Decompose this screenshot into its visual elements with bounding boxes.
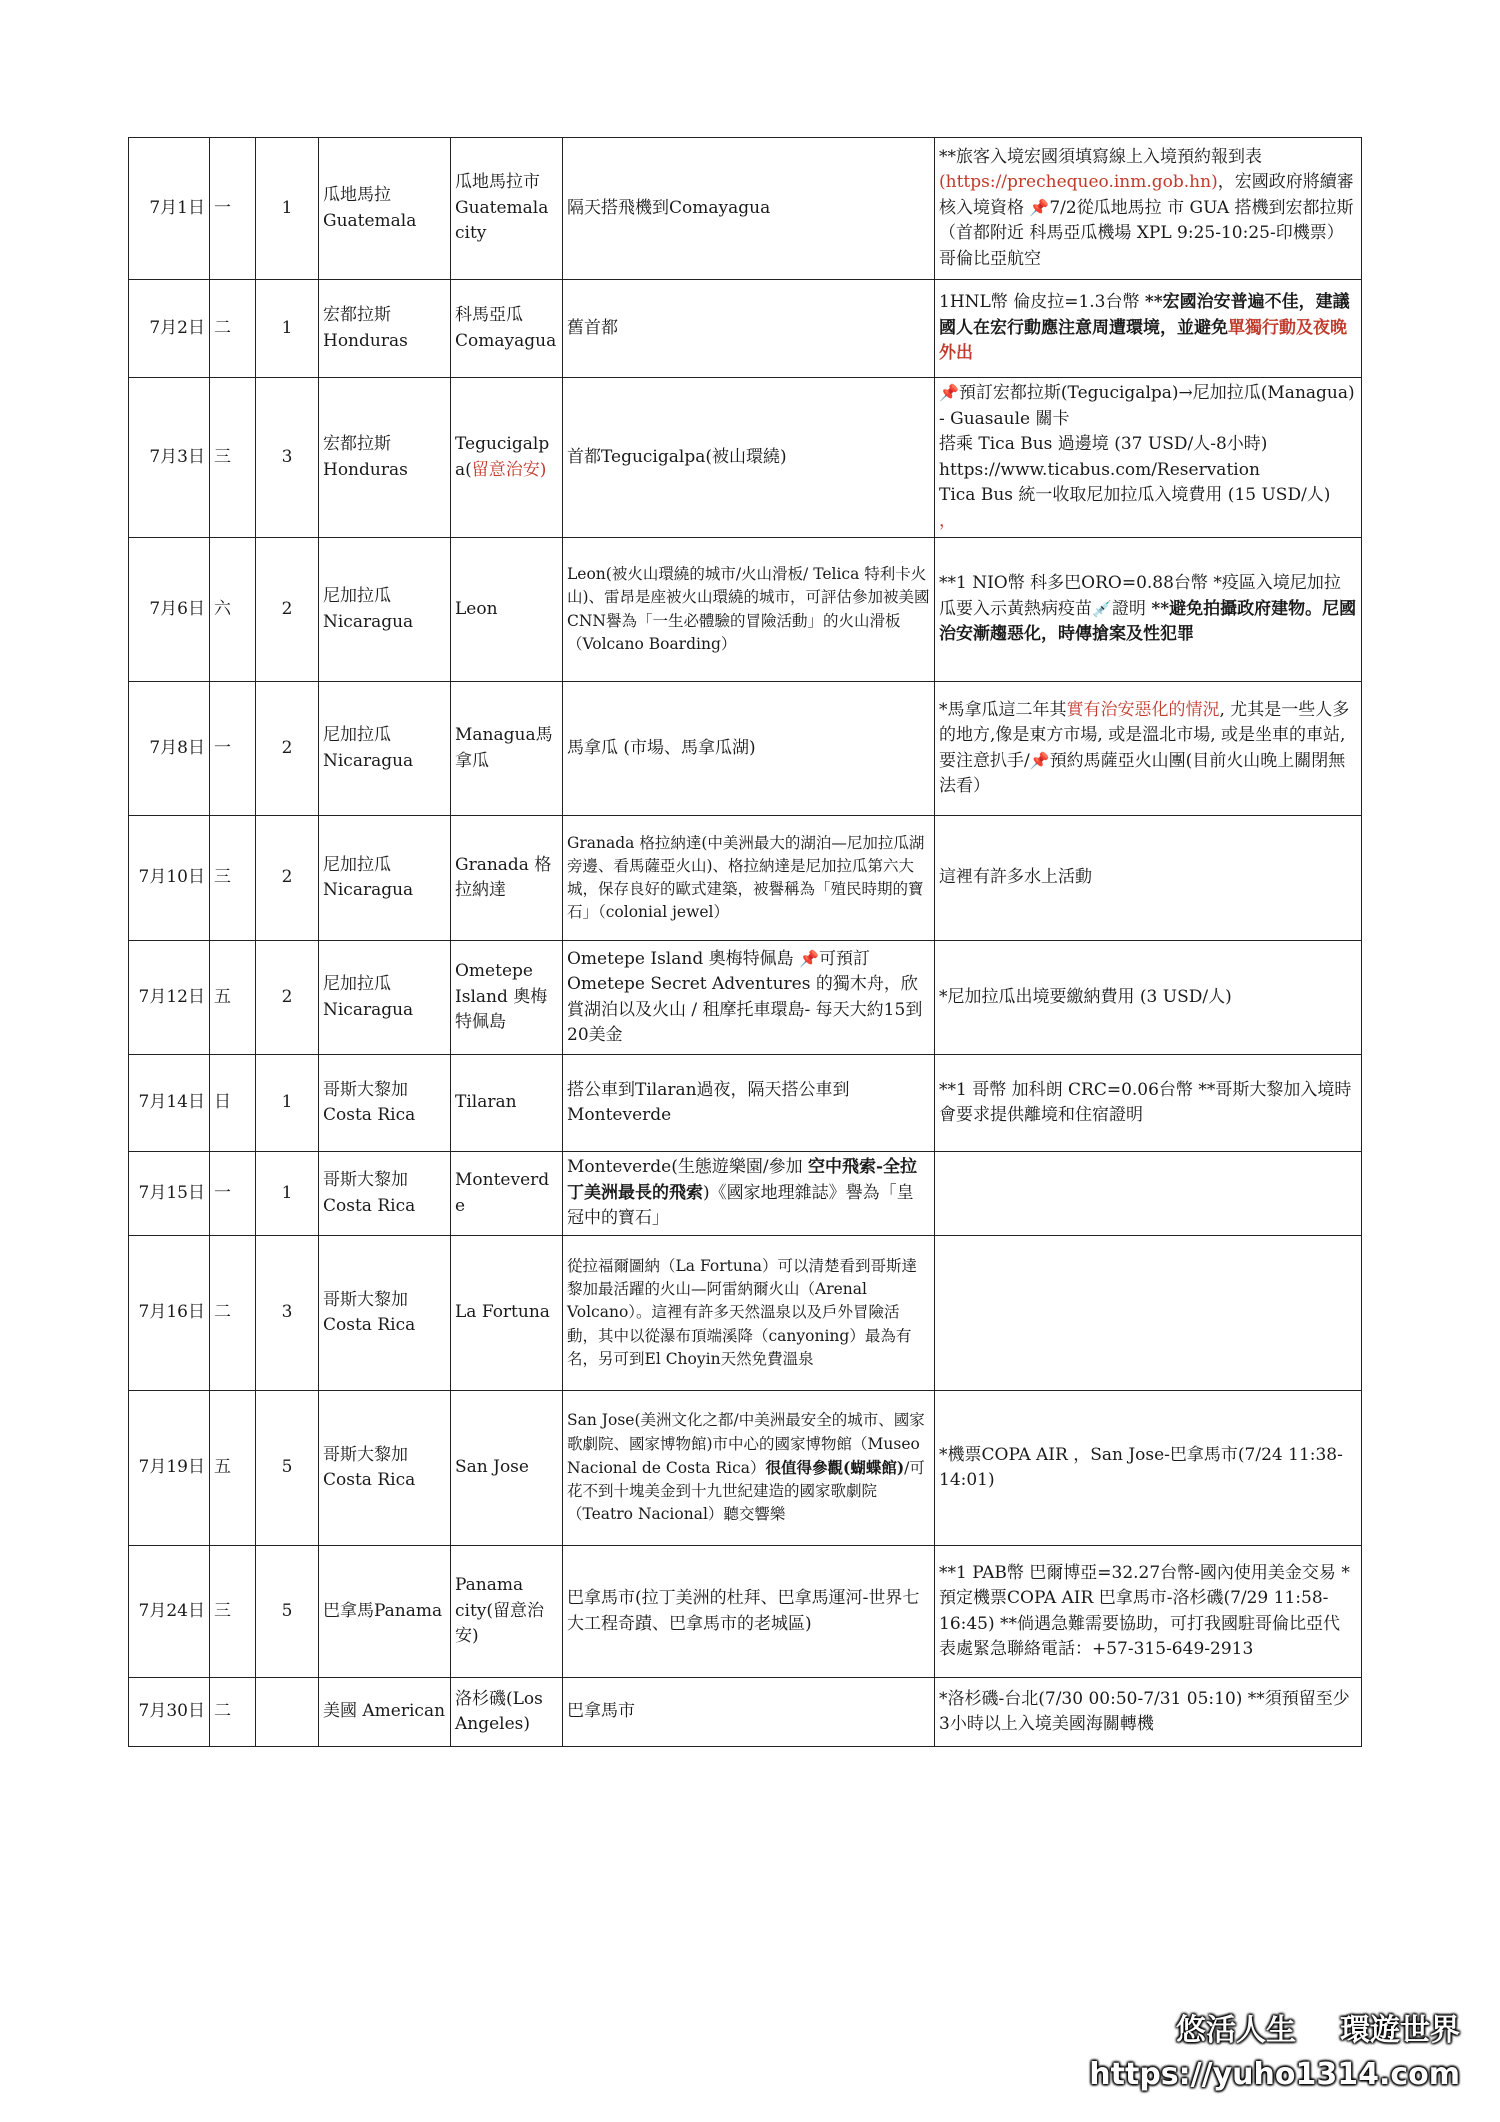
description-cell: [563, 1391, 935, 1546]
table-row: [129, 138, 1362, 280]
date-cell: 7月1日: [129, 138, 210, 280]
city-text: Tegucigalpa(: [455, 434, 550, 480]
country-cell: 巴拿馬Panama: [319, 1546, 451, 1678]
city-cell: Managua馬拿瓜: [451, 682, 563, 816]
city-cell: Monteverde: [451, 1152, 563, 1236]
description-cell: [563, 1152, 935, 1236]
description-cell: 隔天搭飛機到Comayagua: [563, 138, 935, 280]
date-cell: 7月16日: [129, 1236, 210, 1391]
description-cell: 首都Tegucigalpa(被山環繞): [563, 378, 935, 538]
date-cell: 7月3日: [129, 378, 210, 538]
nights-cell: 1: [256, 1152, 319, 1236]
note-text: , 尤其是一些人多的地方,像是東方市場, 或是溫北市場, 或是坐車的車站,要注意扒手/: [939, 699, 1350, 771]
country-cell: 宏都拉斯 Honduras: [319, 378, 451, 538]
nights-cell: 5: [256, 1546, 319, 1678]
note-text: 搭乘 Tica Bus 過邊境 (37 USD/人-8小時): [939, 434, 1268, 454]
description-cell: Leon(被火山環繞的城市/火山滑板/ Telica 特利卡火山)、雷昂是座被火山環繞的城市，可評估參加被美國CNN譽為「一生必體驗的冒險活動」的火山滑板（Volcano Boarding）: [563, 538, 935, 682]
watermark-slogan: [1089, 2009, 1460, 2053]
note-cell: [935, 682, 1362, 816]
description-cell: 搭公車到Tilaran過夜，隔天搭公車到Monteverde: [563, 1055, 935, 1152]
note-text: ，宏國政府將續審核入境資格: [939, 172, 1354, 218]
city-cell: La Fortuna: [451, 1236, 563, 1391]
table-row: [129, 1678, 1362, 1747]
note-text: 7/2從瓜地馬拉 市 GUA 搭機到宏都拉斯（首都附近 科馬亞瓜機場 XPL 9:25-10:25-印機票）哥倫比亞航空: [939, 197, 1354, 269]
description-cell: [563, 941, 935, 1055]
table-row: [129, 280, 1362, 378]
note-text: 證明: [1111, 598, 1152, 619]
description-text: 可預訂Ometepe Secret Adventures 的獨木舟，欣賞湖泊以及火山 / 租摩托車環島- 每天大約15到20美金: [567, 948, 923, 1045]
weekday-cell: 三: [210, 816, 256, 941]
date-cell: 7月30日: [129, 1678, 210, 1747]
weekday-cell: 三: [210, 378, 256, 538]
city-cell: 科馬亞瓜 Comayagua: [451, 280, 563, 378]
weekday-cell: 二: [210, 280, 256, 378]
ticabus-link[interactable]: https://www.ticabus.com/Reservation: [939, 459, 1260, 480]
nights-cell: 2: [256, 941, 319, 1055]
country-cell: 哥斯大黎加 Costa Rica: [319, 1055, 451, 1152]
weekday-cell: 五: [210, 941, 256, 1055]
table-row: [129, 682, 1362, 816]
note-cell: 這裡有許多水上活動: [935, 816, 1362, 941]
note-cell: **1 哥幣 加科朗 CRC=0.06台幣 **哥斯大黎加入境時會要求提供離境和住宿證明: [935, 1055, 1362, 1152]
note-cell: [935, 378, 1362, 538]
watermark-slogan-b: 環遊世界: [1340, 2013, 1460, 2048]
description-cell: Granada 格拉納達(中美洲最大的湖泊—尼加拉瓜湖旁邊、看馬薩亞火山)、格拉納達是尼加拉瓜第六大城，保存良好的歐式建築，被譽稱為「殖民時期的寶石」（colonial jewel）: [563, 816, 935, 941]
note-text: 預約馬薩亞火山團(目前火山晚上關閉無法看）: [939, 750, 1346, 796]
date-cell: 7月12日: [129, 941, 210, 1055]
city-cell: Panama city(留意治安): [451, 1546, 563, 1678]
country-cell: 美國 American: [319, 1678, 451, 1747]
note-cell: *尼加拉瓜出境要繳納費用 (3 USD/人): [935, 941, 1362, 1055]
date-cell: 7月24日: [129, 1546, 210, 1678]
country-cell: 宏都拉斯 Honduras: [319, 280, 451, 378]
description-cell: 巴拿馬市: [563, 1678, 935, 1747]
note-warning: **避免拍攝政府建物。尼國治安漸趨惡化，時傳搶案及性犯罪: [939, 598, 1357, 645]
table-row: [129, 378, 1362, 538]
city-warning: 留意治安): [471, 459, 547, 480]
pushpin-icon: 📌: [799, 948, 819, 968]
note-text: *馬拿瓜這二年其: [939, 699, 1067, 720]
description-cell: 舊首都: [563, 280, 935, 378]
date-cell: 7月6日: [129, 538, 210, 682]
description-text: Ometepe Island 奧梅特佩島: [567, 948, 800, 969]
weekday-cell: 一: [210, 682, 256, 816]
city-cell: 洛杉磯(Los Angeles): [451, 1678, 563, 1747]
note-cell: *機票COPA AIR ，San Jose-巴拿馬市(7/24 11:38-14:01): [935, 1391, 1362, 1546]
country-cell: 哥斯大黎加 Costa Rica: [319, 1391, 451, 1546]
note-cell: **1 PAB幣 巴爾博亞=32.27台幣-國內使用美金交易 *預定機票COPA AIR 巴拿馬市-洛杉磯(7/29 11:58-16:45) **倘遇急難需要協助，可打我國駐哥倫比亞代表處緊急聯絡電話：+57-315-649-2913: [935, 1546, 1362, 1678]
note-cell: [935, 138, 1362, 280]
description-cell: 從拉福爾圖納（La Fortuna）可以清楚看到哥斯達黎加最活躍的火山—阿雷納爾火山（Arenal Volcano）。這裡有許多天然溫泉以及戶外冒險活動，其中以從瀑布頂端溪降（canyoning）最為有名，另可到El Choyin天然免費溫泉: [563, 1236, 935, 1391]
nights-cell: 5: [256, 1391, 319, 1546]
weekday-cell: 三: [210, 1546, 256, 1678]
description-highlight: 空中飛索-全拉丁美洲最長的飛索: [567, 1157, 918, 1203]
nights-cell: 1: [256, 1055, 319, 1152]
table-row: [129, 816, 1362, 941]
description-text: Monteverde(生態遊樂園/參加: [567, 1157, 808, 1178]
date-cell: 7月15日: [129, 1152, 210, 1236]
weekday-cell: 一: [210, 138, 256, 280]
country-cell: 尼加拉瓜 Nicaragua: [319, 538, 451, 682]
weekday-cell: 日: [210, 1055, 256, 1152]
syringe-icon: 💉: [1092, 598, 1112, 618]
note-cell: *洛杉磯-台北(7/30 00:50-7/31 05:10) **須預留至少3小時以上入境美國海關轉機: [935, 1678, 1362, 1747]
nights-cell: 3: [256, 1236, 319, 1391]
description-cell: 馬拿瓜 (市場、馬拿瓜湖): [563, 682, 935, 816]
note-text: Tica Bus 統一收取尼加拉瓜入境費用 (15 USD/人): [939, 485, 1331, 505]
description-text: )《國家地理雜誌》譽為「皇冠中的寶石」: [567, 1182, 914, 1229]
note-text: ，: [939, 510, 956, 531]
nights-cell: 2: [256, 682, 319, 816]
date-cell: 7月10日: [129, 816, 210, 941]
city-cell: [451, 378, 563, 538]
note-warning: 單獨行動及夜晚外出: [939, 317, 1347, 364]
weekday-cell: 五: [210, 1391, 256, 1546]
date-cell: 7月19日: [129, 1391, 210, 1546]
nights-cell: [256, 1678, 319, 1747]
pushpin-icon: 📌: [939, 383, 959, 402]
city-cell: Ometepe Island 奧梅特佩島: [451, 941, 563, 1055]
city-cell: 瓜地馬拉市 Guatemala city: [451, 138, 563, 280]
description-text: San Jose(美洲文化之都/中美洲最安全的城市、國家歌劇院、國家博物館)市中心的國家博物館（Museo Nacional de Costa Rica）: [567, 1411, 925, 1477]
itinerary-table: [128, 137, 1362, 1747]
country-cell: 哥斯大黎加 Costa Rica: [319, 1152, 451, 1236]
city-cell: Leon: [451, 538, 563, 682]
city-cell: San Jose: [451, 1391, 563, 1546]
country-cell: 尼加拉瓜 Nicaragua: [319, 816, 451, 941]
city-cell: Granada 格拉納達: [451, 816, 563, 941]
table-row: [129, 538, 1362, 682]
city-cell: Tilaran: [451, 1055, 563, 1152]
country-cell: 尼加拉瓜 Nicaragua: [319, 682, 451, 816]
date-cell: 7月8日: [129, 682, 210, 816]
weekday-cell: 二: [210, 1678, 256, 1747]
note-cell: [935, 538, 1362, 682]
description-text: /可花不到十塊美金到十九世紀建造的國家歌劇院（Teatro Nacional）聽交響樂: [567, 1458, 925, 1524]
nights-cell: 1: [256, 138, 319, 280]
table-row: [129, 1055, 1362, 1152]
note-warning: 實有治安惡化的情況: [1066, 699, 1220, 720]
description-highlight: 很值得參觀(蝴蝶館): [765, 1457, 905, 1477]
pushpin-icon: 📌: [1029, 750, 1050, 770]
date-cell: 7月14日: [129, 1055, 210, 1152]
note-text: **宏國治安普遍不佳，建議國人在宏行動應注意周遭環境，並避免: [939, 292, 1350, 338]
site-watermark: [1089, 2009, 1460, 2096]
table-row: [129, 1152, 1362, 1236]
watermark-url: https://yuho1314.com: [1089, 2056, 1460, 2092]
nights-cell: 1: [256, 280, 319, 378]
nights-cell: 2: [256, 816, 319, 941]
weekday-cell: 六: [210, 538, 256, 682]
pushpin-icon: 📌: [1029, 197, 1050, 217]
table-row: [129, 1546, 1362, 1678]
date-cell: 7月2日: [129, 280, 210, 378]
table-row: [129, 1391, 1362, 1546]
note-cell: [935, 280, 1362, 378]
note-text: **1 NIO幣 科多巴ORO=0.88台幣 *疫區入境尼加拉瓜要入示黃熱病疫苗: [939, 573, 1341, 619]
table-row: [129, 1236, 1362, 1391]
country-cell: 瓜地馬拉 Guatemala: [319, 138, 451, 280]
nights-cell: 2: [256, 538, 319, 682]
entry-form-link[interactable]: (https://prechequeo.inm.gob.hn): [939, 172, 1218, 193]
watermark-slogan-a: 悠活人生: [1176, 2013, 1296, 2048]
description-cell: 巴拿馬市(拉丁美洲的杜拜、巴拿馬運河-世界七大工程奇蹟、巴拿馬市的老城區): [563, 1546, 935, 1678]
note-text: 1HNL幣 倫皮拉=1.3台幣: [939, 292, 1145, 313]
nights-cell: 3: [256, 378, 319, 538]
country-cell: 尼加拉瓜 Nicaragua: [319, 941, 451, 1055]
note-cell: [935, 1152, 1362, 1236]
note-text: **旅客入境宏國須填寫線上入境預約報到表: [939, 146, 1262, 167]
country-cell: 哥斯大黎加 Costa Rica: [319, 1236, 451, 1391]
weekday-cell: 一: [210, 1152, 256, 1236]
weekday-cell: 二: [210, 1236, 256, 1391]
note-text: 預訂宏都拉斯(Tegucigalpa)→尼加拉瓜(Managua) - Guasaule 關卡: [939, 383, 1355, 429]
table-row: [129, 941, 1362, 1055]
note-cell: [935, 1236, 1362, 1391]
